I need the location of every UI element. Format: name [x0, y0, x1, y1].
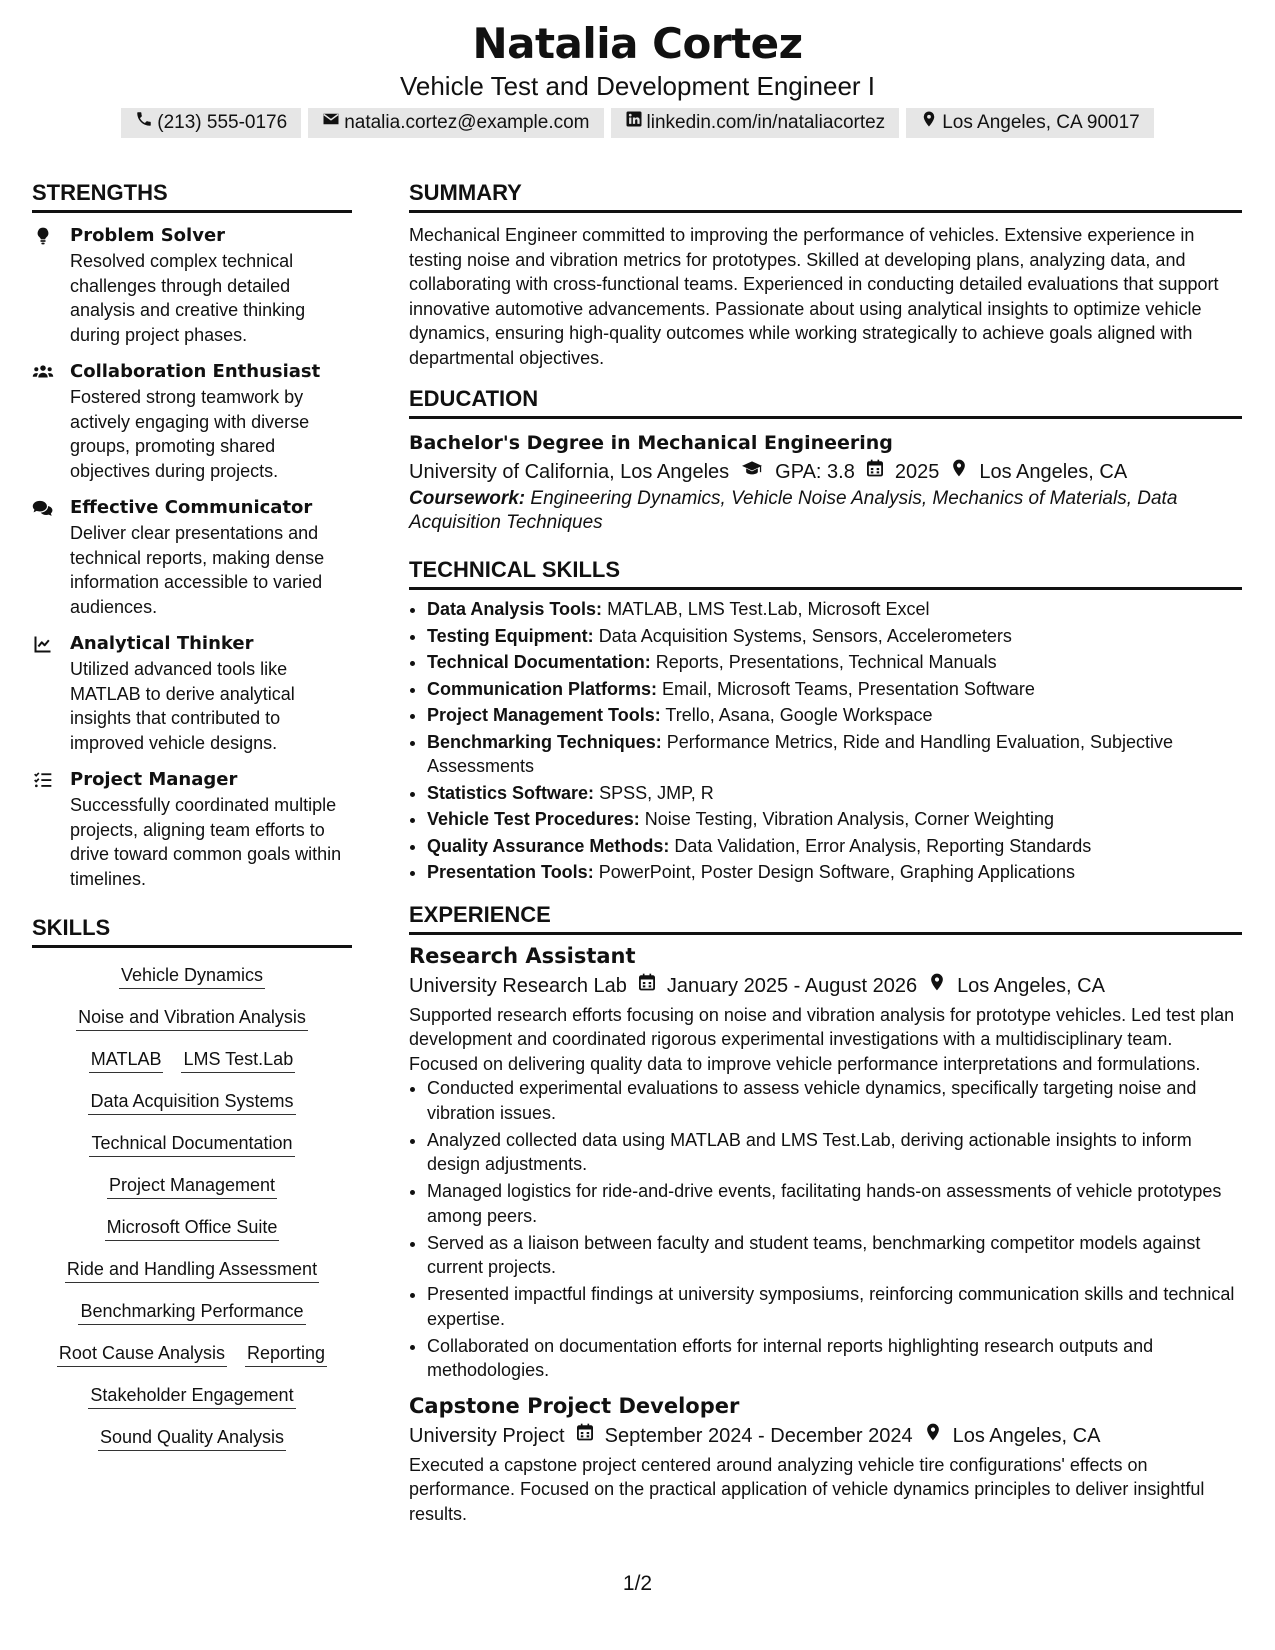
skill-tag: Data Acquisition Systems — [88, 1088, 295, 1115]
strength-item — [32, 359, 352, 483]
left-column — [32, 180, 352, 1466]
users-icon — [32, 359, 70, 483]
strength-description: Utilized advanced tools like MATLAB to derive analytical insights that contributed to improved vehicle designs. — [70, 659, 295, 753]
education-heading: EDUCATION — [409, 386, 1242, 419]
skill-tag: LMS Test.Lab — [181, 1046, 295, 1073]
contact-bar — [0, 108, 1275, 138]
resume-header — [0, 18, 1275, 138]
strength-description: Fostered strong teamwork by actively engaging with diverse groups, promoting shared objectives during projects. — [70, 387, 310, 481]
list-item: • Quality Assurance Methods: Data Validation, Error Analysis, Reporting Standards — [427, 833, 1242, 860]
strength-title: Effective Communicator — [70, 497, 313, 518]
skills-list — [32, 962, 352, 1451]
right-column — [409, 180, 1242, 1526]
skill-tag: Benchmarking Performance — [78, 1298, 305, 1325]
skill-tag: Stakeholder Engagement — [88, 1382, 295, 1409]
job-organization: University Research Lab — [409, 974, 627, 997]
education-meta — [409, 457, 1242, 487]
job-description: Supported research efforts focusing on noise and vibration analysis for prototype vehicles. Led test plan development and coordinated rigorous experimental investigations with a multidisciplinary team. Focused on delivering quality data to improve vehicle performance interpretations and formulations. — [409, 1004, 1235, 1074]
job-title: Research Assistant — [409, 943, 636, 968]
experience-entry — [409, 941, 1242, 1383]
education-year: 2025 — [894, 461, 940, 483]
list-item: • Served as a liaison between faculty and student teams, benchmarking competitor models against current projects. — [427, 1231, 1242, 1280]
job-description: Executed a capstone project centered around analyzing vehicle tire configurations' effects on performance. Focused on the practical application of vehicle dynamics principles to deliver insightful results. — [409, 1454, 1205, 1524]
map-marker-icon — [927, 971, 947, 1001]
map-marker-icon — [949, 457, 969, 487]
skill-tag: Ride and Handling Assessment — [65, 1256, 319, 1283]
phone-icon — [135, 110, 153, 136]
skill-tag: Technical Documentation — [89, 1130, 294, 1157]
list-check-icon — [32, 767, 70, 891]
experience-entry — [409, 1391, 1242, 1527]
strength-title: Problem Solver — [70, 225, 226, 246]
job-dates: January 2025 - August 2026 — [666, 974, 918, 997]
strength-item — [32, 223, 352, 347]
skill-tag: Root Cause Analysis — [57, 1340, 227, 1367]
skill-tag: Sound Quality Analysis — [98, 1424, 286, 1451]
education-location: Los Angeles, CA — [979, 461, 1128, 483]
comments-icon — [32, 495, 70, 619]
technical-skills-list — [409, 596, 1242, 886]
job-location: Los Angeles, CA — [952, 1424, 1101, 1447]
skill-tag: Microsoft Office Suite — [105, 1214, 280, 1241]
job-meta — [409, 971, 1242, 1001]
list-item: • Presented impactful findings at university symposiums, reinforcing communication skills and technical expertise. — [427, 1282, 1242, 1331]
strength-title: Project Manager — [70, 769, 238, 790]
list-item: • Benchmarking Techniques: Performance Metrics, Ride and Handling Evaluation, Subjective Assessments — [427, 730, 1242, 779]
job-title: Capstone Project Developer — [409, 1393, 740, 1418]
strength-title: Collaboration Enthusiast — [70, 361, 321, 382]
summary-text: Mechanical Engineer committed to improving the performance of vehicles. Extensive experience in testing noise and vibration metrics for prototypes. Skilled at developing plans, analyzing data, and collaborating with cross-functional teams. Experienced in conducting detailed evaluations that support innovative automotive advancements. Passionate about using analytical insights to optimize vehicle dynamics, ensuring high-quality outcomes while working strategically to achieve goals aligned with departmental objectives. — [409, 225, 1219, 368]
list-item: • Project Management Tools: Trello, Asana, Google Workspace — [427, 702, 1242, 729]
page-number: 1/2 — [622, 1572, 653, 1595]
job-location: Los Angeles, CA — [957, 974, 1105, 997]
job-meta — [409, 1421, 1242, 1451]
graduation-cap-icon — [739, 457, 765, 487]
calendar-icon — [865, 457, 885, 487]
phone-text: (213) 555-0176 — [157, 112, 288, 133]
linkedin-text: linkedin.com/in/nataliacortez — [646, 112, 886, 133]
strength-item — [32, 631, 352, 755]
strength-description: Resolved complex technical challenges through detailed analysis and creative thinking during project phases. — [70, 251, 306, 345]
experience-heading: EXPERIENCE — [409, 902, 1242, 935]
contact-email[interactable] — [308, 108, 603, 138]
summary-heading: SUMMARY — [409, 180, 1242, 213]
job-dates: September 2024 - December 2024 — [604, 1424, 913, 1447]
strength-description: Successfully coordinated multiple projects, aligning team efforts to drive toward common goals within timelines. — [70, 795, 342, 889]
skills-heading: SKILLS — [32, 915, 352, 948]
email-text: natalia.cortez@example.com — [344, 112, 590, 133]
list-item: • Communication Platforms: Email, Microsoft Teams, Presentation Software — [427, 676, 1242, 703]
strength-title: Analytical Thinker — [70, 633, 254, 654]
coursework-text: Engineering Dynamics, Vehicle Noise Analysis, Mechanics of Materials, Data Acquisition Techniques — [409, 488, 1178, 533]
skill-tag: Reporting — [245, 1340, 327, 1367]
skill-tag: MATLAB — [89, 1046, 164, 1073]
location-text: Los Angeles, CA 90017 — [942, 112, 1140, 133]
list-item: • Presentation Tools: PowerPoint, Poster Design Software, Graphing Applications — [427, 859, 1242, 886]
chart-line-icon — [32, 631, 70, 755]
list-item: • Vehicle Test Procedures: Noise Testing, Vibration Analysis, Corner Weighting — [427, 806, 1242, 833]
strength-item — [32, 767, 352, 891]
calendar-icon — [575, 1421, 595, 1451]
contact-linkedin[interactable] — [611, 108, 900, 138]
envelope-icon — [322, 110, 340, 136]
strength-description: Deliver clear presentations and technical reports, making dense information accessible to varied audiences. — [70, 523, 325, 617]
candidate-name: Natalia Cortez — [472, 19, 803, 68]
contact-phone[interactable] — [121, 108, 301, 138]
contact-location — [906, 108, 1154, 138]
skill-tag: Vehicle Dynamics — [119, 962, 265, 989]
list-item: • Collaborated on documentation efforts for internal reports highlighting research outputs and methodologies. — [427, 1334, 1242, 1383]
strength-item — [32, 495, 352, 619]
job-organization: University Project — [409, 1424, 565, 1447]
list-item: • Technical Documentation: Reports, Presentations, Technical Manuals — [427, 649, 1242, 676]
skill-tag: Noise and Vibration Analysis — [76, 1004, 308, 1031]
list-item: • Analyzed collected data using MATLAB and LMS Test.Lab, deriving actionable insights to inform design adjustments. — [427, 1128, 1242, 1177]
education-school: University of California, Los Angeles — [409, 461, 730, 483]
list-item: • Managed logistics for ride-and-drive events, facilitating hands-on assessments of vehicle prototypes among peers. — [427, 1179, 1242, 1228]
strengths-heading: STRENGTHS — [32, 180, 352, 213]
list-item: • Testing Equipment: Data Acquisition Systems, Sensors, Accelerometers — [427, 623, 1242, 650]
candidate-title: Vehicle Test and Development Engineer I — [399, 71, 876, 101]
technical-skills-heading: TECHNICAL SKILLS — [409, 557, 1242, 590]
job-bullets — [409, 1076, 1242, 1383]
lightbulb-icon — [32, 223, 70, 347]
education-gpa: GPA: 3.8 — [775, 461, 855, 483]
skill-tag: Project Management — [107, 1172, 277, 1199]
education-coursework — [409, 487, 1242, 535]
list-item: • Statistics Software: SPSS, JMP, R — [427, 780, 1242, 807]
coursework-label: Coursework: — [409, 488, 526, 509]
calendar-icon — [637, 971, 657, 1001]
linkedin-icon — [625, 110, 643, 136]
map-marker-icon — [920, 110, 938, 136]
list-item: • Data Analysis Tools: MATLAB, LMS Test.Lab, Microsoft Excel — [427, 596, 1242, 623]
education-degree: Bachelor's Degree in Mechanical Engineering — [409, 432, 893, 454]
list-item: • Conducted experimental evaluations to assess vehicle dynamics, specifically targeting noise and vibration issues. — [427, 1076, 1242, 1125]
map-marker-icon — [923, 1421, 943, 1451]
